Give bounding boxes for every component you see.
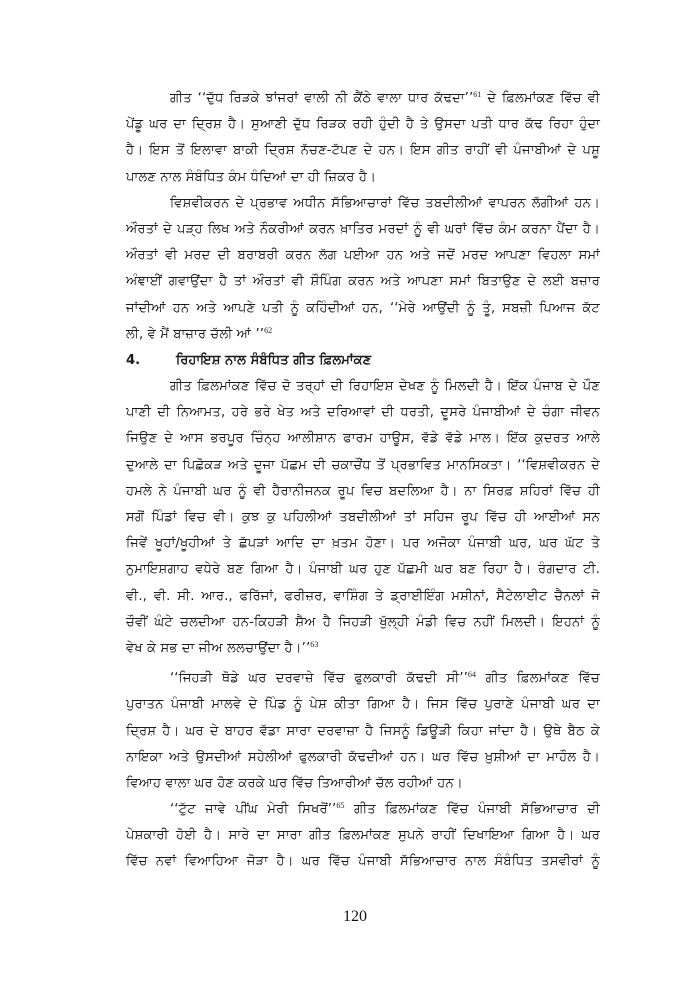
footnote-ref[interactable]: 65 (336, 801, 345, 811)
document-page (126, 86, 600, 876)
text-line: ਵਿਆਹ ਵਾਲਾ ਘਰ ਹੋਣ ਕਰਕੇ ਘਰ ਵਿੱਚ ਤਿਆਰੀਆਂ ਚੱਲ ਰਹੀਆਂ ਹਨ। (126, 775, 463, 791)
quote-text: ‘‘ਜਿਹੜੀ ਥੋਡੇ ਘਰ ਦਰਵਾਜ਼ੇ ਵਿੱਚ ਫੁਲਕਾਰੀ ਕੱਢਦੀ ਸੀ’’ (170, 671, 468, 687)
text-span: ਲੀ, ਵੇ ਮੈਂ ਬਾਜ਼ਾਰ ਚੱਲੀ ਆਂ ’’ (126, 326, 265, 342)
section-title: ਰਿਹਾਇਸ਼ ਨਾਲ ਸੰਬੰਧਿਤ ਗੀਤ ਫ਼ਿਲਮਾਂਕਣ (176, 352, 372, 368)
footnote-ref[interactable]: 63 (310, 639, 319, 649)
text-line: ਵਿੱਚ ਨਵਾਂ ਵਿਆਹਿਆ ਜੋੜਾ ਹੈ। ਘਰ ਵਿੱਚ ਪੰਜਾਬੀ ਸੱਭਿਆਚਾਰ ਨਾਲ ਸੰਬੰਧਿਤ ਤਸਵੀਰਾਂ ਨੂੰ (126, 854, 600, 870)
text-line: ਪਾਲਣ ਨਾਲ ਸੰਬੰਧਿਤ ਕੰਮ ਧੰਦਿਆਂ ਦਾ ਹੀ ਜ਼ਿਕਰ ਹੈ। (126, 169, 377, 185)
paragraph (126, 666, 600, 797)
text-line: ਦ੍ਰਿਸ਼ ਹੈ। ਘਰ ਦੇ ਬਾਹਰ ਵੱਡਾ ਸਾਰਾ ਦਰਵਾਜ਼ਾ ਹੈ ਜਿਸਨੂੰ ਡਿਊੜੀ ਕਿਹਾ ਜਾਂਦਾ ਹੈ। ਉਥੇ ਬੈਠ ਕੇ (126, 723, 600, 739)
text-line: ਔਰਤਾਂ ਦੇ ਪੜ੍ਹ ਲਿਖ ਅਤੇ ਨੌਕਰੀਆਂ ਕਰਨ ਖ਼ਾਤਿਰ ਮਰਦਾਂ ਨੂੰ ਵੀ ਘਰਾਂ ਵਿੱਚ ਕੰਮ ਕਰਨਾ ਪੈਂਦਾ ਹੈ। (126, 221, 600, 237)
section-number: 4. (126, 352, 141, 368)
text-line: ਪੇਂਡੂ ਘਰ ਦਾ ਦ੍ਰਿਸ਼ ਹੈ। ਸੁਆਣੀ ਦੁੱਧ ਰਿੜਕ ਰਹੀ ਹੁੰਦੀ ਹੈ ਤੇ ਉਸਦਾ ਪਤੀ ਧਾਰ ਕੱਢ ਰਿਹਾ ਹੁੰਦਾ (126, 117, 600, 133)
text-line: ਪੇਸ਼ਕਾਰੀ ਹੋਈ ਹੈ। ਸਾਰੇ ਦਾ ਸਾਰਾ ਗੀਤ ਫ਼ਿਲਮਾਂਕਣ ਸੁਪਨੇ ਰਾਹੀਂ ਦਿਖਾਇਆ ਗਿਆ ਹੈ। ਘਰ (126, 828, 600, 844)
text-line: ਔਰਤਾਂ ਵੀ ਮਰਦ ਦੀ ਬਰਾਬਰੀ ਕਰਨ ਲੱਗ ਪਈਆ ਹਨ ਅਤੇ ਜਦੋਂ ਮਰਦ ਆਪਣਾ ਵਿਹਲਾ ਸਮਾਂ (126, 248, 600, 264)
paragraph (126, 374, 600, 662)
text-line (126, 797, 600, 823)
text-span: ਗੀਤ ਫ਼ਿਲਮਾਂਕਣ ਵਿੱਚ ਪੰਜਾਬੀ ਸੱਭਿਆਚਾਰ ਦੀ (344, 802, 600, 818)
text-span: ਵੇਖ ਕੇ ਸਭ ਦਾ ਜੀਅ ਲਲਚਾਉਂਦਾ ਹੈ।’’ (126, 640, 311, 656)
footnote-ref[interactable]: 64 (467, 670, 477, 680)
text-line: ਪਾਣੀ ਦੀ ਨਿਆਮਤ, ਹਰੇ ਭਰੇ ਖੇਤ ਅਤੇ ਦਰਿਆਵਾਂ ਦੀ ਧਰਤੀ, ਦੂਸਰੇ ਪੰਜਾਬੀਆਂ ਦੇ ਚੰਗਾ ਜੀਵਨ (126, 405, 600, 421)
text-span: ਦੇ ਫ਼ਿਲਮਾਂਕਣ ਵਿੱਚ ਵੀ (481, 91, 600, 106)
text-line: ਨੁਮਾਇਸ਼ਗਾਹ ਵਧੇਰੇ ਬਣ ਗਿਆ ਹੈ। ਪੰਜਾਬੀ ਘਰ ਹੁਣ ਪੱਛਮੀ ਘਰ ਬਣ ਰਿਹਾ ਹੈ। ਰੰਗਦਾਰ ਟੀ. (126, 562, 600, 578)
text-line: ਸਗੋਂ ਪਿੰਡਾਂ ਵਿਚ ਵੀ। ਕੁਝ ਕੁ ਪਹਿਲੀਆਂ ਤਬਦੀਲੀਆਂ ਤਾਂ ਸਹਿਜ ਰੂਪ ਵਿੱਚ ਹੀ ਆਈਆਂ ਸਨ (126, 510, 600, 525)
text-line: ਹਮਲੇ ਨੇ ਪੰਜਾਬੀ ਘਰ ਨੂੰ ਵੀ ਹੈਰਾਨੀਜਨਕ ਰੂਪ ਵਿਚ ਬਦਲਿਆ ਹੈ। ਨਾ ਸਿਰਫ਼ ਸ਼ਹਿਰਾਂ ਵਿੱਚ ਹੀ (126, 483, 600, 499)
text-line: ਚੌਵੀਂ ਘੰਟੇ ਚਲਦੀਆ ਹਨ-ਕਿਹੜੀ ਸ਼ੈਅ ਹੈ ਜਿਹੜੀ ਖੁੱਲ੍ਹੀ ਮੰਡੀ ਵਿਚ ਨਹੀਂ ਮਿਲਦੀ। ਇਹਨਾਂ ਨੂੰ (126, 614, 600, 630)
text-line (126, 666, 600, 692)
text-line: ਜਾਂਦੀਆਂ ਹਨ ਅਤੇ ਆਪਣੇ ਪਤੀ ਨੂੰ ਕਹਿੰਦੀਆਂ ਹਨ, ‘‘ਮੇਰੇ ਆਉਂਦੀ ਨੂੰ ਤੂੰ, ਸਬਜ਼ੀ ਪਿਆਜ ਕੱਟ (126, 300, 600, 316)
text-line: ਵਿਸ਼ਵੀਕਰਨ ਦੇ ਪ੍ਰਭਾਵ ਅਧੀਨ ਸੱਭਿਆਚਾਰਾਂ ਵਿੱਚ ਤਬਦੀਲੀਆਂ ਵਾਪਰਨ ਲੱਗੀਆਂ ਹਨ। (170, 195, 600, 211)
section-heading (126, 348, 600, 374)
quote-text: ‘‘ਟੁੱਟ ਜਾਵੇ ਪੀਂਘ ਮੇਰੀ ਸਿਖਰੋਂ’’ (170, 802, 337, 818)
paragraph (126, 797, 600, 876)
text-line: ਅੰਞਾਈਂ ਗਵਾਉਂਦਾ ਹੈ ਤਾਂ ਔਰਤਾਂ ਵੀ ਸ਼ੌਪਿੰਗ ਕਰਨ ਅਤੇ ਆਪਣਾ ਸਮਾਂ ਬਿਤਾਉਣ ਦੇ ਲਈ ਬਜ਼ਾਰ (126, 274, 600, 290)
text-line: ਵੀ., ਵੀ. ਸੀ. ਆਰ., ਫਰਿੱਜਾਂ, ਫਰੀਜ਼ਰ, ਵਾਸ਼ਿੰਗ ਤੇ ਡ੍ਰਾਈਇੰਗ ਮਸ਼ੀਨਾਂ, ਸੈਟੇਲਾਈਟ ਚੈਨਲਾਂ ਜੋ (126, 588, 600, 604)
text-line: ਜਿਉਣ ਦੇ ਆਸ ਭਰਪੂਰ ਚਿੰਨ੍ਹ ਆਲੀਸ਼ਾਨ ਫਾਰਮ ਹਾਊਸ, ਵੱਡੇ ਵੱਡੇ ਮਾਲ। ਇੱਕ ਕੁਦਰਤ ਆਲੇ (126, 431, 600, 447)
text-line (126, 86, 600, 112)
text-span: ਗੀਤ ਫ਼ਿਲਮਾਂਕਣ ਵਿੱਚ (476, 671, 600, 687)
text-line: ਨਾਇਕਾ ਅਤੇ ਉਸਦੀਆਂ ਸਹੇਲੀਆਂ ਫੁਲਕਾਰੀ ਕੱਢਦੀਆਂ ਹਨ। ਘਰ ਵਿੱਚ ਖ਼ੁਸ਼ੀਆਂ ਦਾ ਮਾਹੌਲ ਹੈ। (126, 749, 600, 765)
paragraph (126, 191, 600, 348)
text-line: ਪੁਰਾਤਨ ਪੰਜਾਬੀ ਮਾਲਵੇ ਦੇ ਪਿੰਡ ਨੂੰ ਪੇਸ਼ ਕੀਤਾ ਗਿਆ ਹੈ। ਜਿਸ ਵਿੱਚ ਪੁਰਾਣੇ ਪੰਜਾਬੀ ਘਰ ਦਾ (126, 697, 600, 713)
text-line: ਗੀਤ ਫ਼ਿਲਮਾਂਕਣ ਵਿੱਚ ਦੋ ਤਰ੍ਹਾਂ ਦੀ ਰਿਹਾਇਸ਼ ਦੇਖਣ ਨੂੰ ਮਿਲਦੀ ਹੈ। ਇੱਕ ਪੰਜਾਬ ਦੇ ਪੌਣ (170, 379, 600, 395)
text-line (126, 636, 600, 662)
footnote-ref[interactable]: 61 (473, 90, 482, 99)
paragraph (126, 86, 600, 191)
text-line (126, 322, 600, 348)
page-number: 120 (343, 908, 367, 925)
quote-text: ਗੀਤ ‘‘ਦੁੱਧ ਰਿੜਕੇ ਝਾਂਜਰਾਂ ਵਾਲੀ ਨੀ ਕੈਂਠੇ ਵਾਲਾ ਧਾਰ ਕੱਢਦਾ’’ (170, 91, 474, 106)
footnote-ref[interactable]: 62 (264, 325, 273, 335)
text-line: ਦੁਆਲੇ ਦਾ ਪਿਛੋਕੜ ਅਤੇ ਦੂਜਾ ਪੱਛਮ ਦੀ ਚਕਾਚੌਂਧ ਤੋਂ ਪ੍ਰਭਾਵਿਤ ਮਾਨਸਿਕਤਾ। ‘‘ਵਿਸ਼ਵੀਕਰਨ ਦੇ (126, 457, 600, 473)
text-line: ਹੈ। ਇਸ ਤੋਂ ਇਲਾਵਾ ਬਾਕੀ ਦ੍ਰਿਸ਼ ਨੱਚਣ-ਟੱਪਣ ਦੇ ਹਨ। ਇਸ ਗੀਤ ਰਾਹੀਂ ਵੀ ਪੰਜਾਬੀਆਂ ਦੇ ਪਸ਼ੂ (126, 143, 600, 159)
text-line: ਜਿਵੇਂ ਖੂਹਾਂ/ਖੂਹੀਆਂ ਤੇ ਛੱਪੜਾਂ ਆਦਿ ਦਾ ਖ਼ਤਮ ਹੋਣਾ। ਪਰ ਅਜੋਕਾ ਪੰਜਾਬੀ ਘਰ, ਘਰ ਘੱਟ ਤੇ (126, 536, 600, 552)
